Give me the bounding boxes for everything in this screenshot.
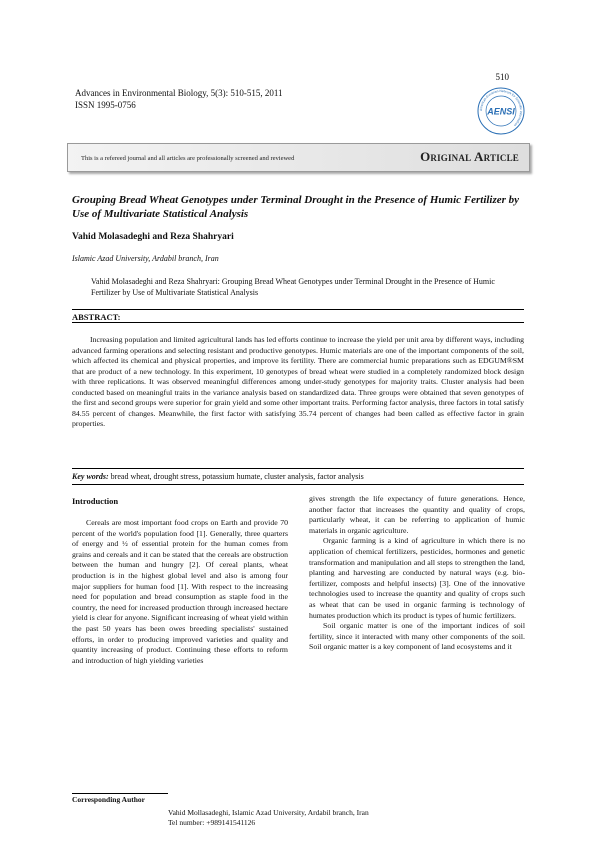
- author-phone: Tel number: +989141541126: [168, 818, 256, 827]
- journal-citation: Advances in Environmental Biology, 5(3): 510-515, 2011: [75, 88, 283, 98]
- aensi-logo: [476, 86, 526, 136]
- abstract-heading: ABSTRACT:: [72, 312, 121, 322]
- paragraph: Organic farming is a kind of agriculture in which there is no application of chemical fertilizers, pesticides, hormones and genetic transformation and manipulation and all steps to strengthen the land, planting and harvesting are conducted by natural ways (e.g. bio-fertilizer, composts and helpful insects) [3]. One of the innovative technologies used to increase the quantity and quality of crops such as wheat that can be used in organic farming is technology of humates production which its product is types of humic fertilizers.: [309, 536, 525, 620]
- column-right: [309, 494, 525, 653]
- abstract-text: Increasing population and limited agricultural lands has led efforts continue to increase the yield per unit area by different ways, including advanced farming operations and selecting resistant and productive genotypes. Humic materials are one of the important components of the soil, which affected its chemical and physical properties, and improve its fertility. There are commercial humic preparations such as EDGUM®SM that are product of a new technology. In this experiment, 10 genotypes of bread wheat were studied in a completely randomized block design with three replications. It was observed meaningful differences among under-study genotypes for majority traits. Cluster analysis had been conducted based on meaningful traits in the variance analysis based on standardized data. Three groups were obtained that seven genotypes of the first and second groups were superior for grain yield and some other important traits. Performing factor analysis, three factors in total satisfy 84.55 percent of changes. Meanwhile, the first factor with satisfying 35.74 percent of changes had been called as effective factor in grain properties.: [72, 335, 524, 428]
- logo-ring-text: American-Eurasian Network for Scientific Information: [478, 88, 524, 128]
- footnote-rule: [72, 793, 168, 794]
- journal-banner: [67, 143, 530, 172]
- journal-info: [75, 87, 283, 111]
- paragraph: Soil organic matter is one of the important indices of soil fertility, since it interacted with many other components of the soil. Soil organic matter is a key component of land ecosystems and it: [309, 621, 525, 652]
- divider: [72, 322, 524, 323]
- keywords-text: bread wheat, drought stress, potassium humate, cluster analysis, factor analysis: [110, 472, 364, 481]
- paragraph: Cereals are most important food crops on Earth and provide 70 percent of the world's population food [1]. Generally, three quarters of energy and ½ of essential protein for the human comes from grains and cereals and it can be stated that the cereals are obstruction between the human and hungry [2]. Of cereal plants, wheat production is in the highest global level and also is among four major suppliers for human food [1]. With respect to the increasing need for population and bread consumption as staple food in the country, the need for increased production through increased hectare yield is clear for anyone. Significant increasing of wheat yield within the past 50 years has been owes breeding specialists' sustained efforts, in order to producing improved varieties and quality and quantity increasing of product. Continuing these efforts to reform and introduction of high yielding varieties: [72, 518, 288, 665]
- affiliation: Islamic Azad University, Ardabil branch, Iran: [72, 254, 219, 263]
- corresponding-author-label: Corresponding Author: [72, 795, 146, 804]
- keywords: [72, 472, 524, 481]
- citation: Vahid Molasadeghi and Reza Shahryari: Grouping Bread Wheat Genotypes under Terminal Drought in the Presence of Humic Fertilizer by Use of Multivariate Statistical Analysis: [91, 277, 495, 297]
- authors: Vahid Molasadeghi and Reza Shahryari: [72, 232, 234, 242]
- article-type: Original Article: [420, 149, 519, 164]
- column-left: [72, 518, 288, 666]
- paper-title: Grouping Bread Wheat Genotypes under Terminal Drought in the Presence of Humic Fertilizer by Use of Multivariate Statistical Analysis: [72, 194, 520, 220]
- refereed-notice: This is a refereed journal and all articles are professionally screened and reviewed: [81, 155, 295, 162]
- divider: [72, 309, 524, 310]
- introduction-heading: Introduction: [72, 496, 119, 506]
- paragraph: gives strength the life expectancy of future generations. Hence, another factor that increases the quantity and quality of crops, particularly wheat, it can be referring to application of humic materials in organic agriculture.: [309, 494, 525, 535]
- logo-text: AENSI: [487, 106, 515, 117]
- page-number: 510: [495, 72, 509, 82]
- author-address: Vahid Mollasadeghi, Islamic Azad University, Ardabil branch, Iran: [168, 808, 369, 817]
- journal-issn: ISSN 1995-0756: [75, 100, 136, 110]
- keywords-label: Key words:: [72, 472, 109, 481]
- divider: [72, 468, 524, 469]
- corresponding-author-info: [168, 808, 369, 828]
- divider: [72, 484, 524, 485]
